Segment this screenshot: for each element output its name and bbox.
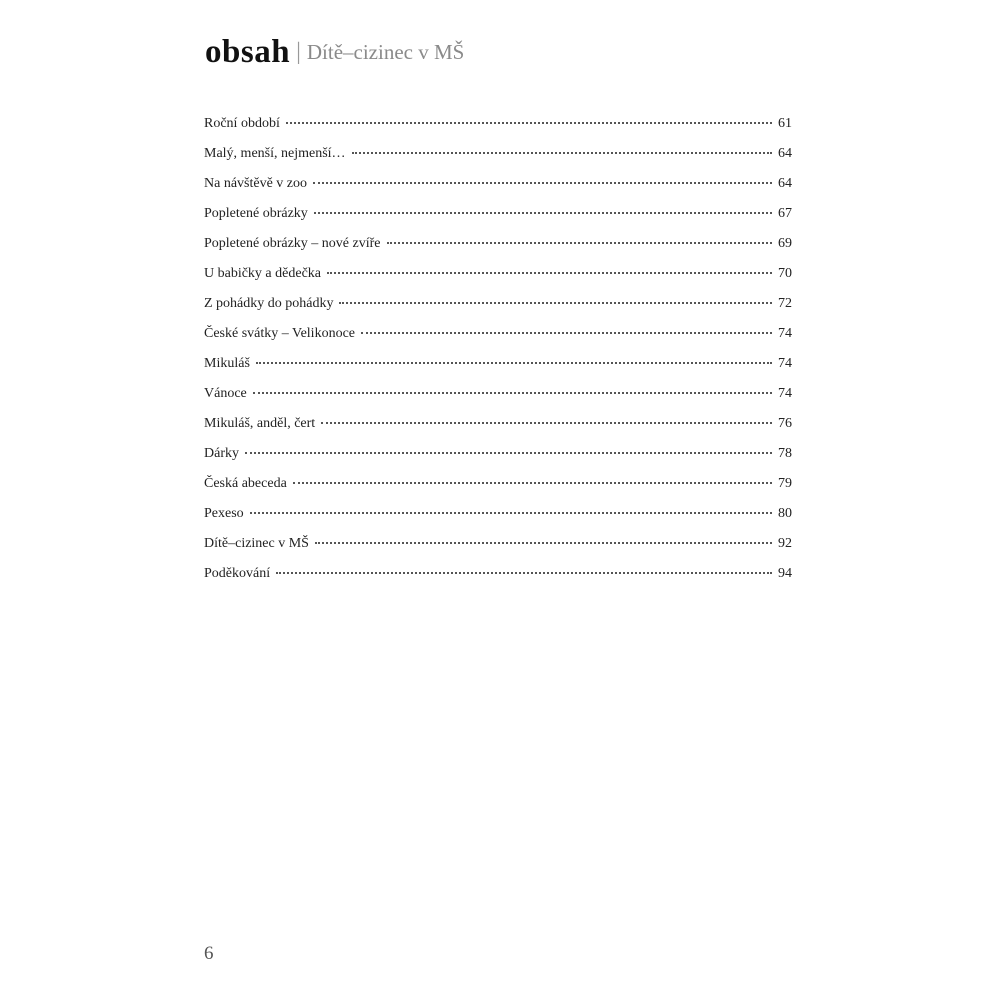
toc-dot-leader (256, 361, 772, 364)
toc-dot-leader (315, 541, 772, 544)
toc-entry-label: Dítě–cizinec v MŠ (204, 536, 309, 551)
toc-dot-leader (276, 571, 772, 574)
toc-entry (204, 326, 792, 356)
page-subtitle: Dítě–cizinec v MŠ (306, 40, 465, 64)
toc-entry-label: Mikuláš (204, 356, 250, 371)
toc-entry-page: 74 (778, 356, 792, 371)
toc-entry-page: 74 (778, 386, 792, 401)
toc-entry-page: 92 (778, 536, 792, 551)
toc-entry-label: Mikuláš, anděl, čert (204, 416, 316, 431)
toc-dot-leader (250, 511, 772, 514)
toc-entry-label: Česká abeceda (204, 476, 287, 491)
toc-entry (204, 536, 792, 566)
toc-dot-leader (361, 331, 772, 334)
toc-dot-leader (313, 181, 772, 184)
toc-entry-page: 94 (778, 566, 792, 581)
toc-dot-leader (327, 271, 772, 274)
toc-dot-leader (314, 211, 772, 214)
toc-entry-label: Popletené obrázky (204, 206, 308, 221)
toc-entry-label: Malý, menší, nejmenší… (204, 146, 346, 161)
toc-dot-leader (293, 481, 772, 484)
toc-entry (204, 356, 792, 386)
toc-dot-leader (286, 121, 772, 124)
toc-entry-label: Poděkování (204, 566, 271, 581)
toc-entry-page: 76 (778, 416, 792, 431)
toc-dot-leader (387, 241, 773, 244)
toc-entry (204, 266, 792, 296)
toc-dot-leader (245, 451, 772, 454)
toc-dot-leader (352, 151, 772, 154)
page-title: obsah (205, 34, 291, 70)
toc-entry-label: Dárky (204, 446, 239, 461)
toc-entry (204, 386, 792, 416)
toc-entry-page: 79 (778, 476, 792, 491)
toc-entry (204, 236, 792, 266)
toc-entry (204, 416, 792, 446)
toc-entry (204, 176, 792, 206)
toc-entry (204, 506, 792, 536)
toc-entry-page: 70 (778, 266, 792, 281)
toc-entry (204, 566, 792, 596)
toc-entry-page: 69 (778, 236, 792, 251)
toc-entry (204, 446, 792, 476)
toc-entry-page: 67 (778, 206, 792, 221)
toc-entry-label: Pexeso (204, 506, 244, 521)
toc-entry-label: Popletené obrázky – nové zvíře (204, 236, 381, 251)
toc-entry (204, 146, 792, 176)
toc-entry-label: U babičky a dědečka (204, 266, 321, 281)
toc-entry-page: 61 (778, 116, 792, 131)
toc-entry-page: 78 (778, 446, 792, 461)
table-of-contents (204, 116, 792, 596)
toc-entry-label: Na návštěvě v zoo (204, 176, 308, 191)
page-number: 6 (204, 943, 214, 964)
toc-entry-page: 74 (778, 326, 792, 341)
toc-entry-label: Vánoce (204, 386, 247, 401)
toc-entry-label: Z pohádky do pohádky (204, 296, 334, 311)
toc-dot-leader (321, 421, 772, 424)
toc-entry-page: 72 (778, 296, 792, 311)
toc-entry-page: 80 (778, 506, 792, 521)
title-separator: | (296, 39, 301, 65)
toc-entry-page: 64 (778, 146, 792, 161)
toc-dot-leader (253, 391, 772, 394)
toc-entry-page: 64 (778, 176, 792, 191)
page-header (205, 36, 464, 69)
toc-dot-leader (339, 301, 772, 304)
toc-entry (204, 116, 792, 146)
toc-entry (204, 206, 792, 236)
toc-entry (204, 476, 792, 506)
toc-entry-label: České svátky – Velikonoce (204, 326, 355, 341)
toc-entry (204, 296, 792, 326)
toc-entry-label: Roční období (204, 116, 280, 131)
